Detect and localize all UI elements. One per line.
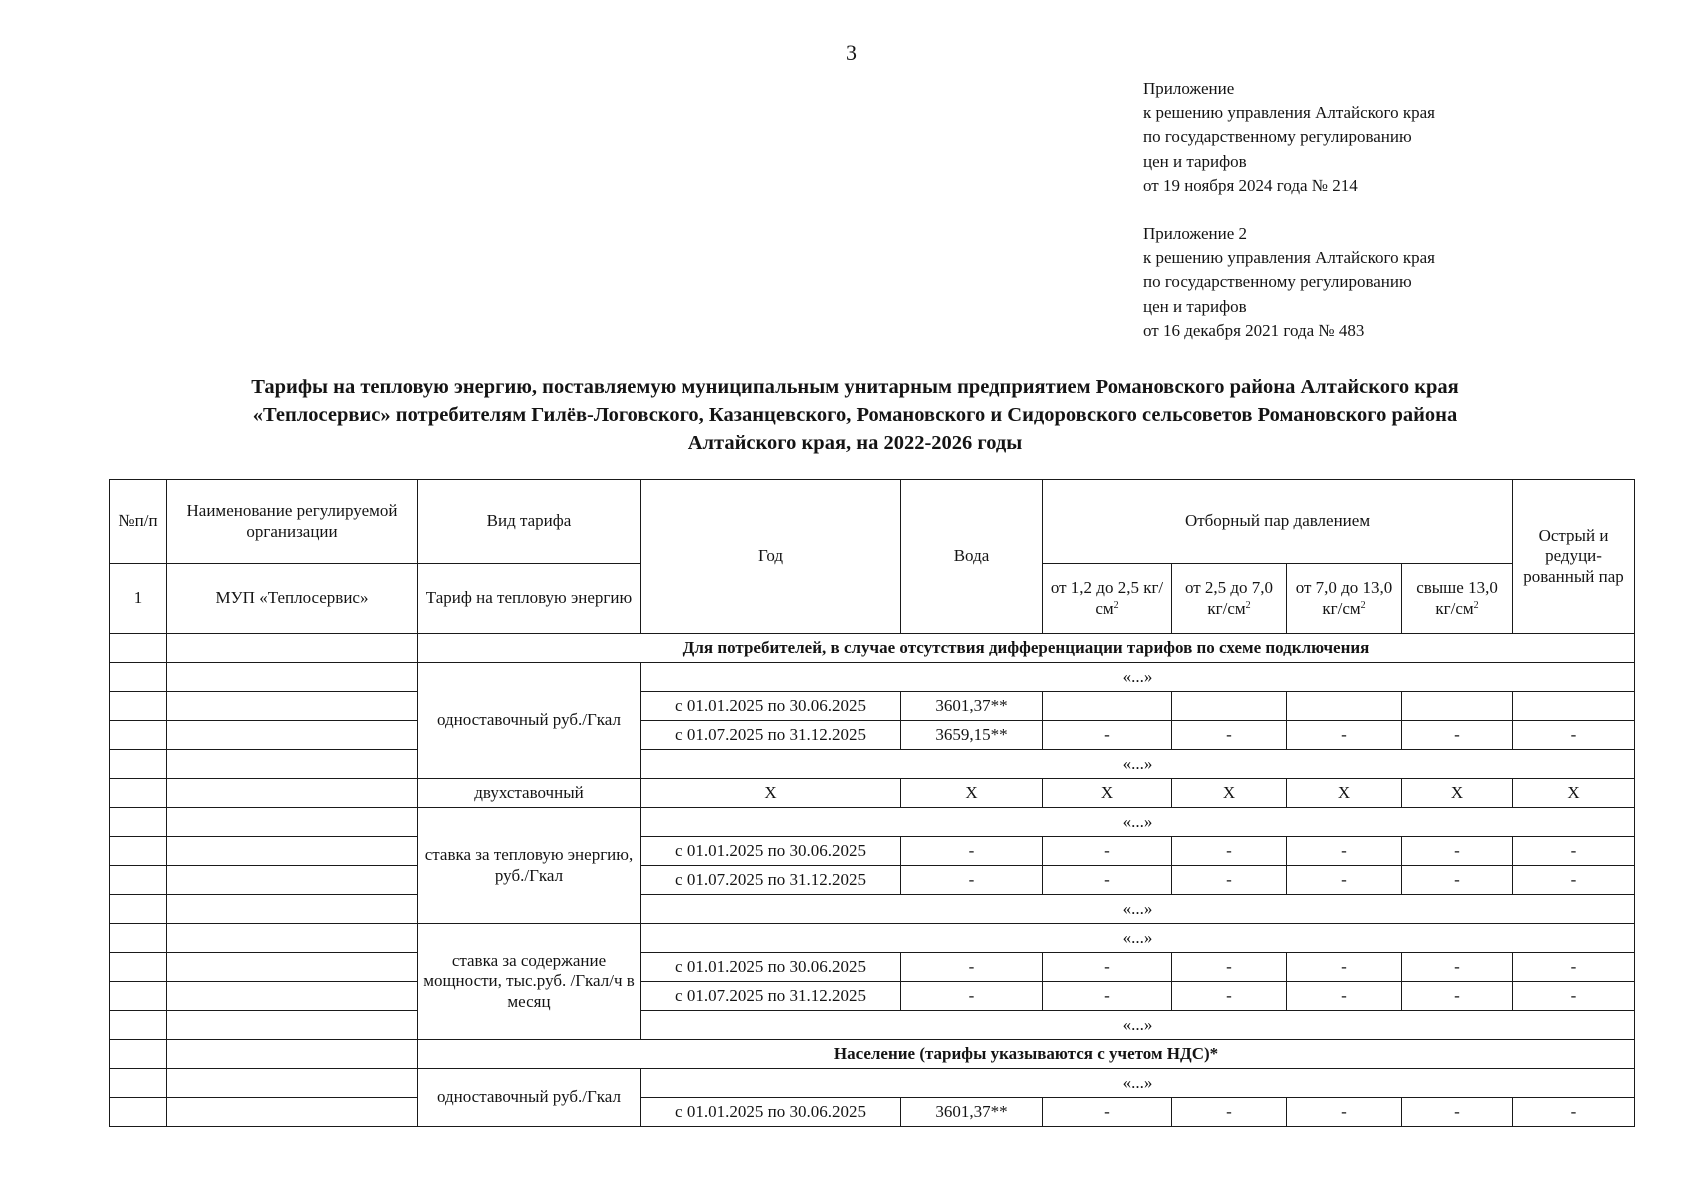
org-name: МУП «Теплосервис» [167, 564, 418, 634]
dash-cell: - [1043, 982, 1172, 1011]
dash-cell: - [1513, 953, 1635, 982]
ellipsis-cell: «...» [641, 808, 1635, 837]
table-row [110, 750, 1635, 779]
page-number: 3 [846, 40, 857, 65]
dash-cell: - [1402, 953, 1513, 982]
dash-cell: - [1043, 721, 1172, 750]
dash-cell: - [1172, 1098, 1287, 1127]
dash-cell: - [1513, 1098, 1635, 1127]
appendix-line: от 16 декабря 2021 года № 483 [1143, 320, 1365, 340]
title-line: Тарифы на тепловую энергию, поставляемую муниципальным унитарным предприятием Романовского района Алтайского края [251, 376, 1459, 398]
tariff-single-rate-population: одноставочный руб./Гкал [418, 1069, 641, 1127]
dash-cell: - [1513, 721, 1635, 750]
unit-power: 2 [1473, 599, 1479, 611]
tariff-two-rate: двухставочный [418, 779, 641, 808]
steam-2-label: от 2,5 до 7,0 кг/см [1184, 578, 1274, 618]
header-water: Вода [901, 480, 1043, 634]
header-steam-3 [1287, 564, 1402, 634]
tariff-table [109, 479, 1635, 1127]
document-title [110, 373, 1600, 457]
header-row [110, 480, 1635, 564]
water-value: 3601,37** [901, 1098, 1043, 1127]
header-num: №п/п [110, 480, 167, 564]
cross-cell: X [1513, 779, 1635, 808]
appendix-line: по государственному регулированию [1143, 272, 1412, 292]
appendix-line: Приложение 2 [1143, 224, 1247, 243]
water-value: 3601,37** [901, 692, 1043, 721]
ellipsis-cell: «...» [641, 1069, 1635, 1098]
dash-cell: - [1402, 982, 1513, 1011]
table-row [110, 924, 1635, 953]
dash-cell: - [1172, 866, 1287, 895]
section-row [110, 634, 1635, 663]
org-num: 1 [110, 564, 167, 634]
header-tariff-type: Вид тарифа [418, 480, 641, 564]
tariff-capacity-rate: ставка за содержание мощности, тыс.руб. /Гкал/ч в месяц [418, 924, 641, 1040]
dash-cell: - [1172, 982, 1287, 1011]
section-row [110, 1040, 1635, 1069]
dash-cell: - [1043, 837, 1172, 866]
table-row [110, 953, 1635, 982]
title-line: «Теплосервис» потребителям Гилёв-Логовского, Казанцевского, Романовского и Сидоровского сельсоветов Романовского района [252, 404, 1458, 426]
header-steam-2 [1172, 564, 1287, 634]
period-cell: с 01.01.2025 по 30.06.2025 [641, 692, 901, 721]
header-year: Год [641, 480, 901, 634]
ellipsis-cell: «...» [641, 750, 1635, 779]
dash-cell: - [901, 982, 1043, 1011]
unit-power: 2 [1113, 599, 1119, 611]
org-tariff: Тариф на тепловую энергию [418, 564, 641, 634]
table-row [110, 1069, 1635, 1098]
ellipsis-cell: «...» [641, 924, 1635, 953]
dash-cell: - [1287, 866, 1402, 895]
dash-cell: - [1172, 953, 1287, 982]
cross-cell: X [1043, 779, 1172, 808]
unit-power: 2 [1245, 599, 1251, 611]
appendix-line: цен и тарифов [1143, 151, 1247, 171]
period-cell: с 01.07.2025 по 31.12.2025 [641, 721, 901, 750]
section-title: Население (тарифы указываются с учетом НДС)* [418, 1040, 1635, 1069]
appendix-line: по государственному регулированию [1143, 127, 1412, 147]
dash-cell: - [1172, 721, 1287, 750]
dash-cell: - [1287, 953, 1402, 982]
cross-cell: X [641, 779, 901, 808]
dash-cell: - [1172, 837, 1287, 866]
appendix-line: от 19 ноября 2024 года № 214 [1143, 175, 1358, 195]
dash-cell: - [1402, 837, 1513, 866]
table-row [110, 779, 1635, 808]
ellipsis-cell: «...» [641, 895, 1635, 924]
period-cell: с 01.01.2025 по 30.06.2025 [641, 837, 901, 866]
table-row [110, 866, 1635, 895]
dash-cell: - [1287, 982, 1402, 1011]
dash-cell: - [1513, 837, 1635, 866]
dash-cell: - [1287, 837, 1402, 866]
title-line: Алтайского края, на 2022-2026 годы [687, 432, 1023, 454]
period-cell: с 01.01.2025 по 30.06.2025 [641, 953, 901, 982]
section-title: Для потребителей, в случае отсутствия дифференциации тарифов по схеме подключения [418, 634, 1635, 663]
table-row [110, 692, 1635, 721]
ellipsis-cell: «...» [641, 663, 1635, 692]
period-cell: с 01.01.2025 по 30.06.2025 [641, 1098, 901, 1127]
appendix-line: Приложение [1143, 79, 1235, 98]
table-row [110, 1098, 1635, 1127]
header-steam-1 [1043, 564, 1172, 634]
dash-cell: - [901, 953, 1043, 982]
dash-cell: - [1402, 721, 1513, 750]
dash-cell: - [1043, 866, 1172, 895]
dash-cell: - [901, 866, 1043, 895]
appendix-note-2 [1143, 222, 1435, 343]
header-org-name: Наименование регулируемой организации [167, 480, 418, 564]
dash-cell: - [1513, 982, 1635, 1011]
dash-cell: - [1402, 1098, 1513, 1127]
dash-cell: - [1287, 721, 1402, 750]
header-steam-group: Отборный пар давлением [1043, 480, 1513, 564]
period-cell: с 01.07.2025 по 31.12.2025 [641, 982, 901, 1011]
appendix-note-1 [1143, 77, 1435, 198]
table-row [110, 1011, 1635, 1040]
steam-4-label: свыше 13,0 кг/см [1416, 578, 1498, 618]
dash-cell: - [1043, 1098, 1172, 1127]
table-row [110, 808, 1635, 837]
steam-3-label: от 7,0 до 13,0 кг/см [1295, 578, 1393, 618]
table-row [110, 663, 1635, 692]
tariff-single-rate: одноставочный руб./Гкал [418, 663, 641, 779]
header-steam-4 [1402, 564, 1513, 634]
table-row [110, 837, 1635, 866]
table-row [110, 982, 1635, 1011]
tariff-heat-rate: ставка за тепловую энергию, руб./Гкал [418, 808, 641, 924]
dash-cell: - [1287, 1098, 1402, 1127]
cross-cell: X [901, 779, 1043, 808]
period-cell: с 01.07.2025 по 31.12.2025 [641, 866, 901, 895]
cross-cell: X [1402, 779, 1513, 808]
table-row [110, 721, 1635, 750]
unit-power: 2 [1360, 599, 1366, 611]
dash-cell: - [901, 837, 1043, 866]
appendix-line: к решению управления Алтайского края [1143, 103, 1435, 123]
dash-cell: - [1513, 866, 1635, 895]
header-sharp-steam: Острый и редуци-рованный пар [1513, 480, 1635, 634]
cross-cell: X [1172, 779, 1287, 808]
appendix-line: цен и тарифов [1143, 296, 1247, 316]
ellipsis-cell: «...» [641, 1011, 1635, 1040]
water-value: 3659,15** [901, 721, 1043, 750]
steam-1-label: от 1,2 до 2,5 кг/см [1050, 578, 1164, 618]
dash-cell: - [1043, 953, 1172, 982]
appendix-line: к решению управления Алтайского края [1143, 248, 1435, 268]
table-row [110, 895, 1635, 924]
dash-cell: - [1402, 866, 1513, 895]
cross-cell: X [1287, 779, 1402, 808]
